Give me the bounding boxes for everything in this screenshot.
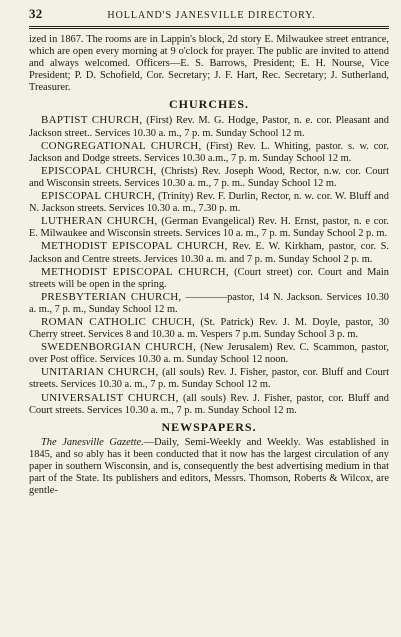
intro-paragraph: ized in 1867. The rooms are in Lappin's block, 2d story E. Milwaukee street entrance, which are open every morning at 9 o'clock for prayer. The public are invited to attend and always welcomed. Officers—E. S. Barrows, President; E. H. Nourse, Vice President; P. D. Schofield, Cor. Secretary; J. F. Hart, Rec. Secretary; J. Sutherland, Treasurer. (29, 34, 389, 94)
church-name: METHODIST EPISCOPAL CHURCH, (41, 265, 229, 278)
church-details: (St. Patrick) Rev. J. M. Doyle, pastor, 30 Cherry street. Services 8 and 10.30 a. m. Vespers 7 p.m. Sunday School 3 p. m. (29, 316, 389, 341)
church-entry (29, 291, 389, 316)
church-details: (Christs) Rev. Joseph Wood, Rector, n.w. cor. Court and Wisconsin streets. Services 10.30 a. m., 7 p. m.. Sunday School 12 m. (29, 165, 389, 189)
church-name: UNITARIAN CHURCH, (41, 366, 159, 379)
page-number: 32 (29, 6, 43, 21)
church-name: ROMAN CATHOLIC CHUCH, (41, 315, 196, 328)
church-details: (all souls) Rev. J. Fisher, pastor, cor. Bluff and Court streets. Services 10.30 a. m., 7 p. m. Sunday School 12 m. (29, 392, 389, 416)
church-details: Rev. E. W. Kirkham, pastor, cor. S. Jackson and Centre streets. Jervices 10.30 a. m. and 7 p. m. Sunday School 2 p. m. (29, 241, 389, 265)
church-name: BAPTIST CHURCH, (41, 114, 143, 127)
newspapers-heading: NEWSPAPERS. (161, 419, 257, 434)
church-details: (First) Rev. M. G. Hodge, Pastor, n. e. cor. Pleasant and Jackson street.. Services 10.30 a. m., 7 p. m. Sunday School 12 m. (29, 115, 390, 139)
church-entry (29, 341, 389, 366)
church-name: UNIVERSALIST CHURCH, (41, 391, 179, 404)
church-name: LUTHERAN CHURCH, (41, 215, 158, 228)
church-entry (29, 366, 389, 391)
church-name: PRESBYTERIAN CHURCH, (41, 290, 182, 303)
church-entry (29, 392, 389, 417)
running-header (29, 6, 389, 26)
church-details: (German Evangelical) Rev. H. Ernst, pastor, n. e cor. E. Milwaukee and Wisconsin streets. Services 10 a. m., 7 p. m. Sunday School 2 p. m. (29, 216, 389, 240)
church-details: (Trinity) Rev. F. Durlin, Rector, n. w. cor. W. Bluff and N. Jackson streets. Services 10.30 a. m., 7.30 p. m. (29, 191, 389, 215)
running-title: HOLLAND'S JANESVILLE DIRECTORY. (107, 10, 316, 21)
church-entry (29, 240, 389, 265)
church-entry (29, 140, 389, 165)
newspaper-name: The Janesville Gazette. (41, 436, 144, 448)
church-details: ————pastor, 14 N. Jackson. Services 10.30 a. m., 7 p. m., Sunday School 12 m. (29, 291, 389, 315)
church-name: EPISCOPAL CHURCH, (41, 190, 156, 203)
church-details: (First) Rev. L. Whiting, pastor. s. w. cor. Jackson and Dodge streets. Services 10.30 a.m., 7 p. m. Sunday School 12 m. (29, 140, 389, 164)
church-name: SWEDENBORGIAN CHURCH, (41, 341, 197, 354)
church-name: CONGREGATIONAL CHURCH, (41, 139, 202, 152)
church-name: EPISCOPAL CHURCH, (41, 164, 157, 177)
church-entry (29, 190, 389, 215)
church-name: METHODIST EPISCOPAL CHURCH, (41, 240, 228, 253)
church-entry (29, 114, 389, 139)
church-details: (Court street) cor. Court and Main streets will be open in the spring. (29, 266, 389, 290)
church-entry (29, 165, 389, 190)
church-entry (29, 215, 389, 240)
church-entry (29, 316, 389, 341)
church-entry (29, 266, 389, 291)
newspaper-entry (29, 437, 389, 497)
churches-list (29, 114, 389, 416)
header-rule (29, 26, 389, 29)
church-details: (all souls) Rev. J. Fisher, pastor, cor. Bluff and Court streets. Services 10.30 a. m., 7 p. m. Sunday School 12 m. (29, 367, 389, 391)
newspaper-details: —Daily, Semi-Weekly and Weekly. Was established in 1845, and so ably has it been conducted that it now has the largest circulation of any paper in southern Wisconsin, and is, consequently the best advertising medium in that part of the State. Its publishers and editors, Messrs. Thomson, Roberts & Wilcox, are gentle- (29, 436, 389, 497)
churches-heading: CHURCHES. (168, 97, 249, 112)
church-details: (New Jerusalem) Rev. C. Scammon, pastor, over Post office. Services 10.30 a. m. Sunday School 12 noon. (29, 342, 389, 366)
